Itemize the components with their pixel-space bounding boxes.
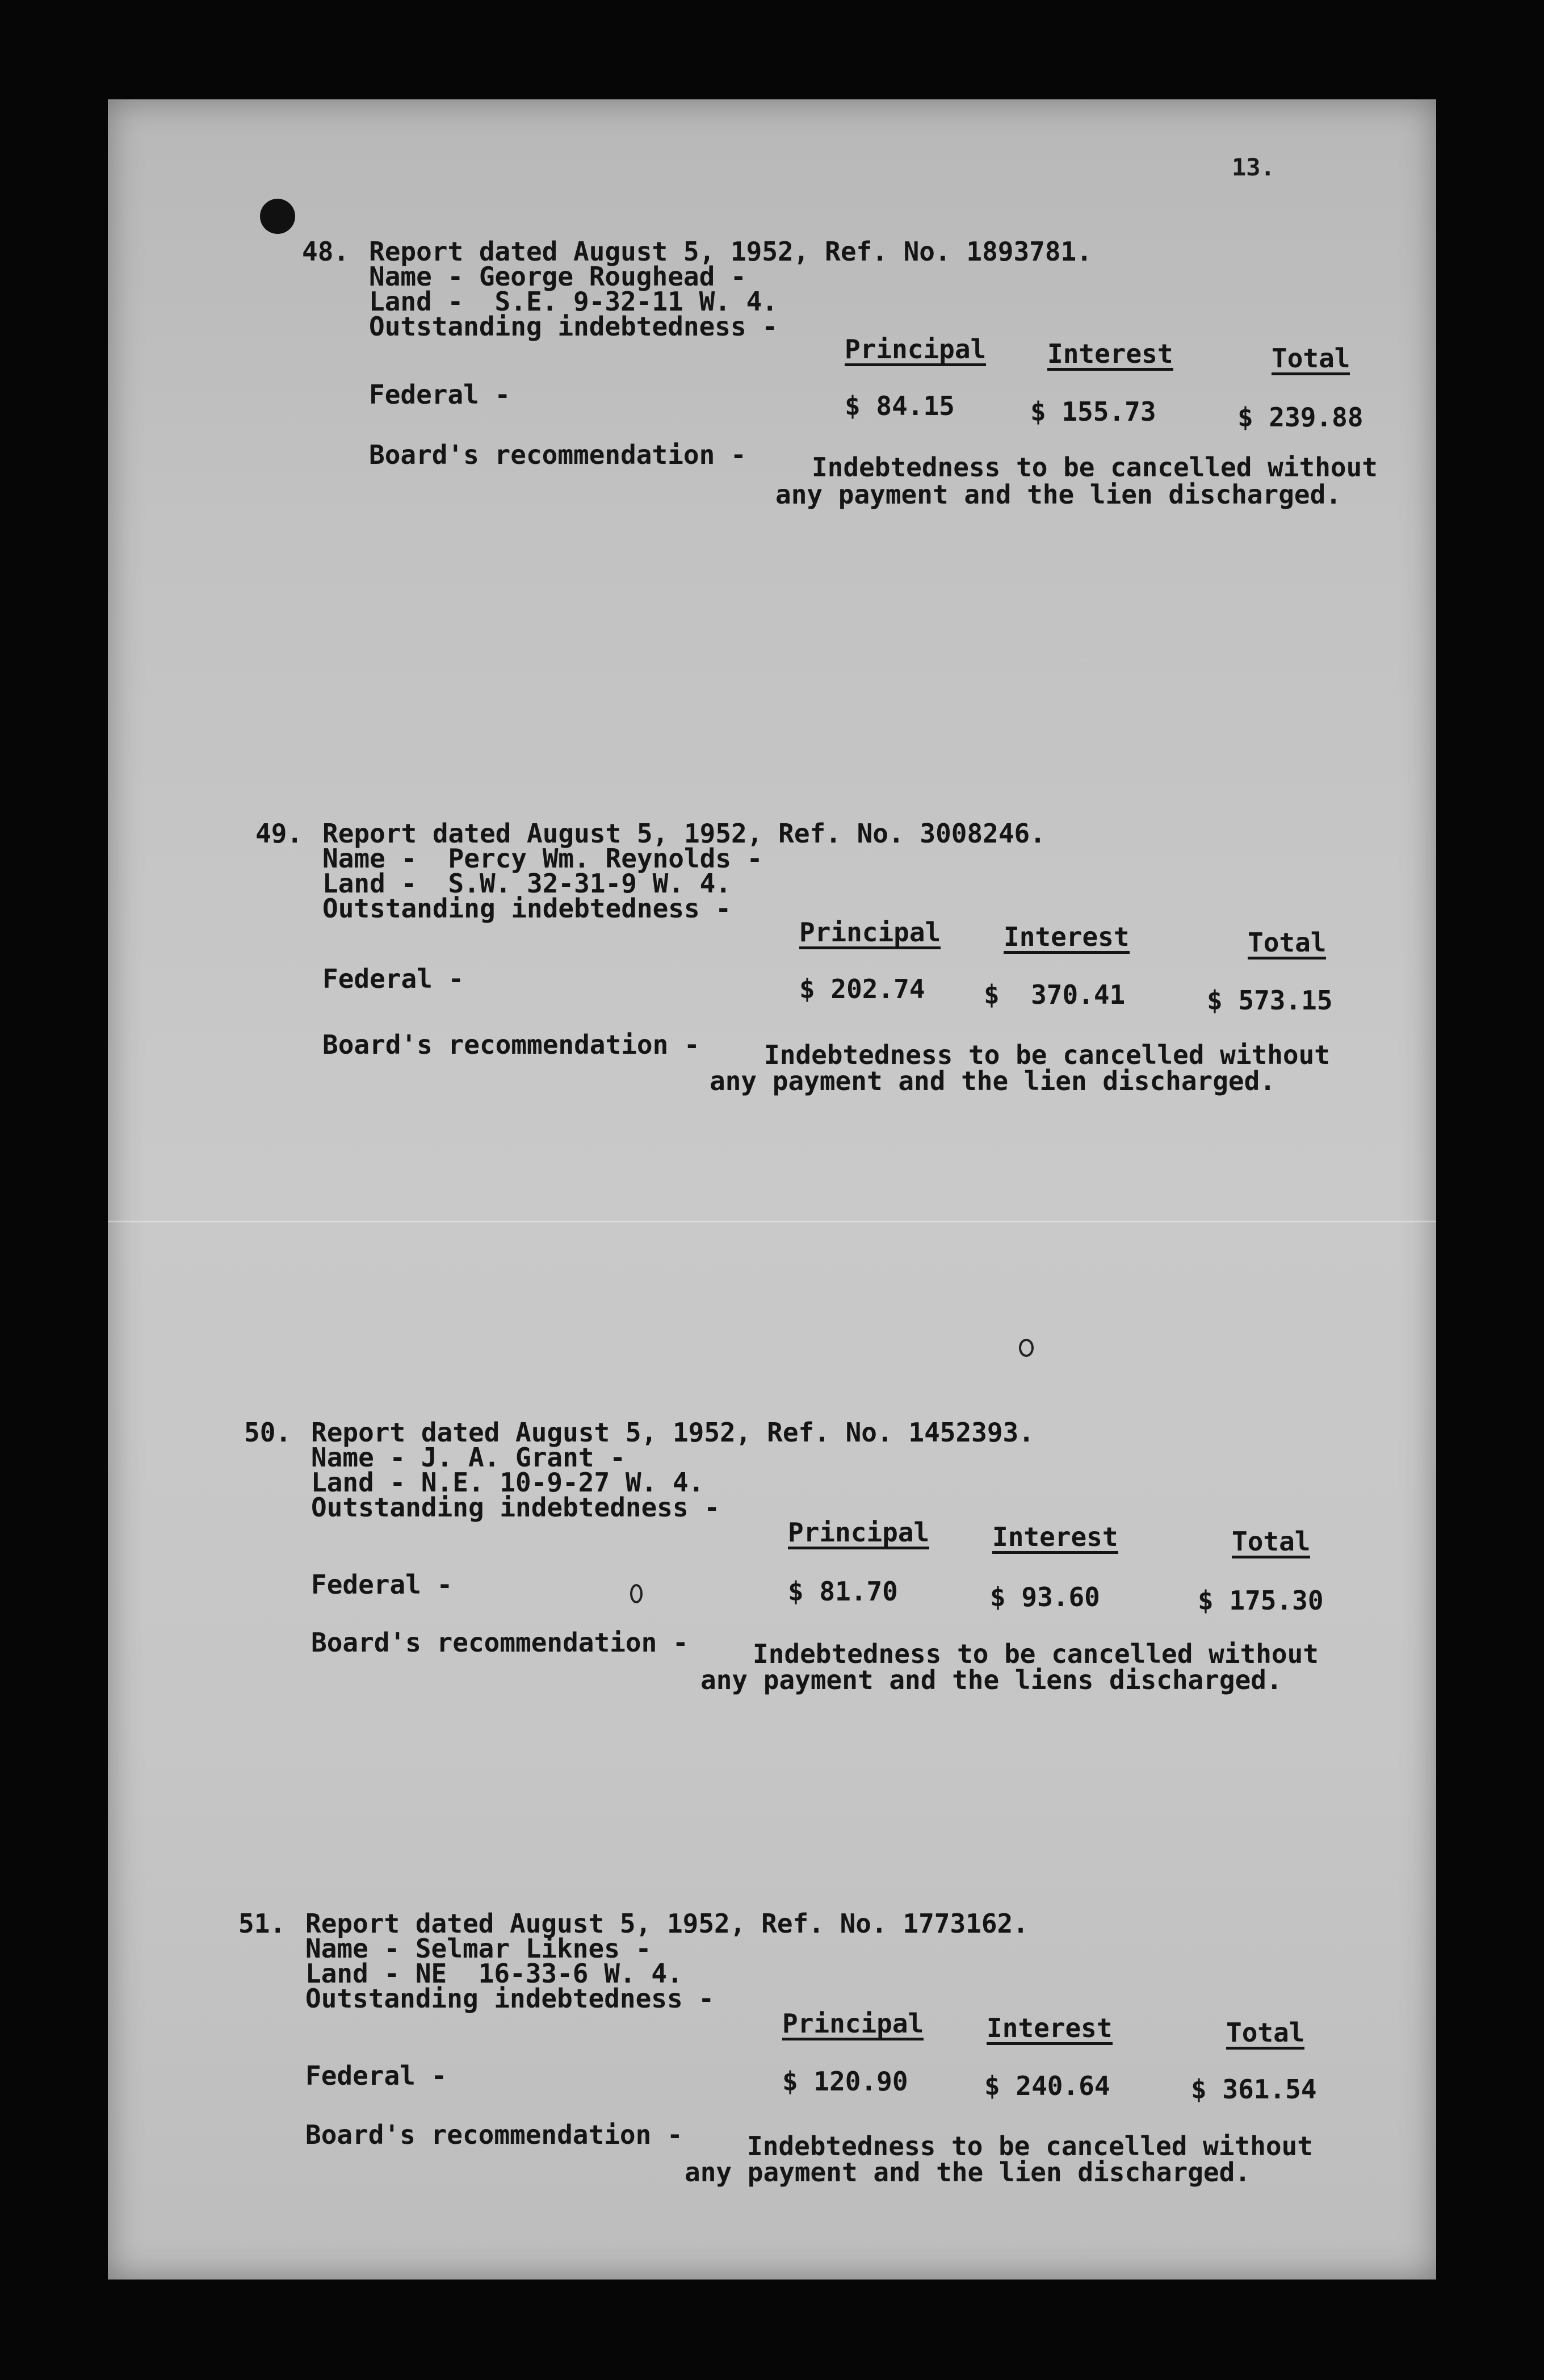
recommendation-text-2: any payment and the lien discharged.	[685, 2157, 1251, 2188]
report-line: Report dated August 5, 1952, Ref. No. 1893781.	[369, 236, 1092, 267]
outstanding-label: Outstanding indebtedness -	[311, 1492, 720, 1523]
recommendation-label: Board's recommendation -	[322, 1029, 700, 1060]
total-header: Total	[1232, 1528, 1310, 1558]
ink-speck	[1019, 1339, 1034, 1357]
total-amount: $ 573.15	[1207, 985, 1333, 1016]
name-line: Name - George Roughead -	[369, 261, 746, 292]
federal-label: Federal -	[311, 1569, 453, 1600]
recommendation-label: Board's recommendation -	[369, 439, 746, 470]
federal-label: Federal -	[369, 379, 511, 410]
interest-header: Interest	[987, 2015, 1113, 2045]
entry-number: 51.	[238, 1908, 286, 1939]
name-line: Name - J. A. Grant -	[311, 1442, 626, 1473]
interest-amount: $ 155.73	[1030, 396, 1156, 427]
name-line: Name - Selmar Liknes -	[305, 1933, 652, 1964]
recommendation-text-1: Indebtedness to be cancelled without	[753, 1639, 1319, 1669]
report-line: Report dated August 5, 1952, Ref. No. 3008246.	[322, 818, 1046, 849]
federal-label: Federal -	[322, 963, 464, 994]
recommendation-text-1: Indebtedness to be cancelled without	[747, 2131, 1313, 2161]
interest-header: Interest	[1004, 924, 1130, 954]
entry-number: 49.	[255, 818, 303, 849]
interest-amount: $ 240.64	[984, 2071, 1110, 2101]
outstanding-label: Outstanding indebtedness -	[305, 1983, 715, 2014]
ink-speck	[630, 1584, 643, 1603]
punch-hole	[260, 199, 295, 234]
outstanding-label: Outstanding indebtedness -	[369, 311, 778, 342]
land-line: Land - NE 16-33-6 W. 4.	[305, 1958, 683, 1989]
recommendation-text-1: Indebtedness to be cancelled without	[812, 452, 1378, 483]
total-amount: $ 175.30	[1198, 1585, 1324, 1616]
entry-number: 48.	[302, 236, 350, 267]
principal-amount: $ 84.15	[845, 391, 955, 421]
entry-number: 50.	[244, 1417, 292, 1448]
recommendation-text-2: any payment and the liens discharged.	[700, 1665, 1282, 1695]
recommendation-text-2: any payment and the lien discharged.	[775, 479, 1341, 510]
land-line: Land - S.W. 32-31-9 W. 4.	[322, 868, 732, 899]
report-line: Report dated August 5, 1952, Ref. No. 1452393.	[311, 1417, 1034, 1448]
principal-amount: $ 120.90	[782, 2066, 908, 2097]
fold-line	[108, 1221, 1436, 1222]
principal-amount: $ 81.70	[788, 1576, 898, 1607]
recommendation-text-2: any payment and the lien discharged.	[710, 1066, 1276, 1096]
principal-header: Principal	[782, 2010, 924, 2040]
total-header: Total	[1248, 929, 1326, 959]
federal-label: Federal -	[305, 2060, 447, 2091]
principal-header: Principal	[845, 336, 986, 366]
recommendation-text-1: Indebtedness to be cancelled without	[764, 1040, 1330, 1070]
land-line: Land - N.E. 10-9-27 W. 4.	[311, 1467, 704, 1498]
total-header: Total	[1272, 345, 1350, 375]
page-number: 13.	[1232, 153, 1275, 181]
recommendation-label: Board's recommendation -	[305, 2119, 683, 2150]
interest-amount: $ 370.41	[984, 979, 1126, 1010]
principal-amount: $ 202.74	[799, 974, 925, 1004]
recommendation-label: Board's recommendation -	[311, 1627, 689, 1658]
interest-header: Interest	[1047, 341, 1173, 371]
total-amount: $ 239.88	[1237, 402, 1363, 433]
total-header: Total	[1226, 2019, 1304, 2050]
name-line: Name - Percy Wm. Reynolds -	[322, 843, 763, 874]
report-line: Report dated August 5, 1952, Ref. No. 1773162.	[305, 1908, 1029, 1939]
interest-amount: $ 93.60	[990, 1582, 1100, 1612]
total-amount: $ 361.54	[1191, 2074, 1317, 2105]
land-line: Land - S.E. 9-32-11 W. 4.	[369, 286, 778, 317]
principal-header: Principal	[788, 1519, 929, 1549]
interest-header: Interest	[992, 1524, 1118, 1554]
principal-header: Principal	[799, 919, 941, 949]
outstanding-label: Outstanding indebtedness -	[322, 893, 732, 924]
